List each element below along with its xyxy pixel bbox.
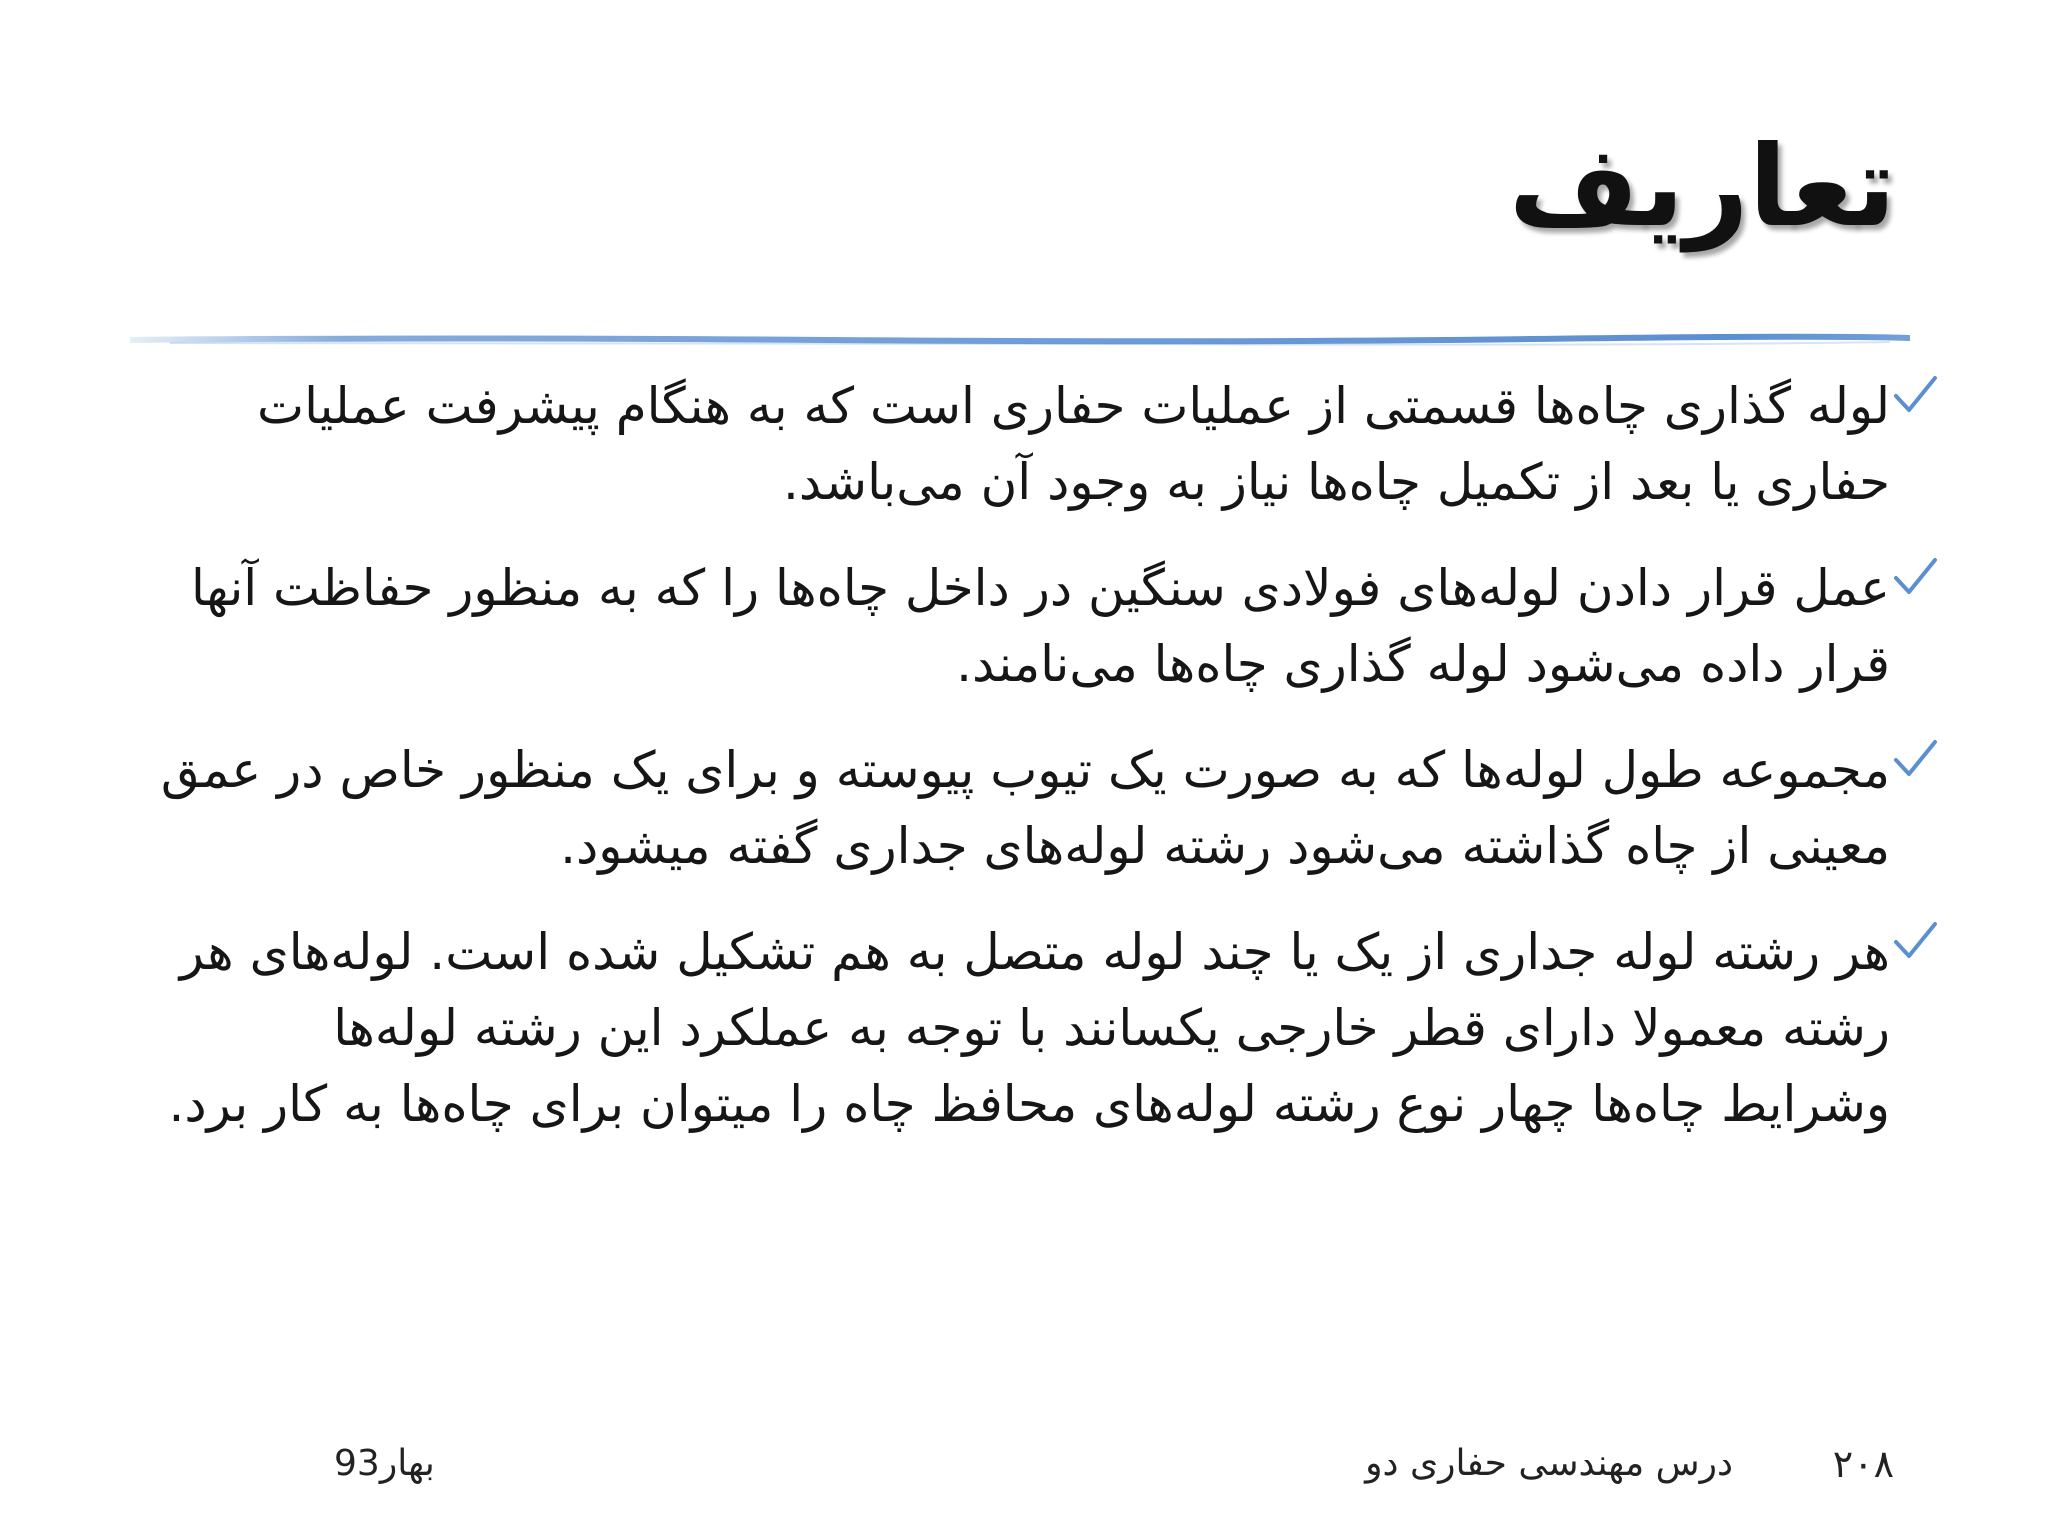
bullet-item (150, 732, 1938, 884)
checkmark-icon (1892, 918, 1938, 964)
slide-number: ۲۰۸ (1832, 1442, 1894, 1486)
bullet-text: هر رشته لوله جداری از یک یا چند لوله متصل به هم تشکیل شده است. لوله‌های هر رشته معمولا دارای قطر خارجی یکسانند با توجه به عملکرد این رشته لوله‌ها وشرایط چاه‌ها چهار نوع رشته لوله‌های محافظ چاه را میتوان برای چاه‌ها به کار برد. (168, 923, 1890, 1133)
bullet-text: مجموعه طول لوله‌ها که به صورت یک تیوب پیوسته و برای یک منظور خاص در عمق معینی از چاه گذاشته می‌شود رشته لوله‌های جداری گفته میشود. (160, 741, 1890, 875)
checkmark-icon (1892, 554, 1938, 600)
bullet-item (150, 368, 1938, 520)
title-divider-rule (130, 328, 1910, 352)
bullet-item (150, 914, 1938, 1142)
bullet-list (150, 368, 1938, 1172)
footer-term: بهار93 (334, 1443, 435, 1484)
checkmark-icon (1892, 736, 1938, 782)
bullet-text: عمل قرار دادن لوله‌های فولادی سنگین در داخل چاه‌ها را که به منظور حفاظت آنها قرار داده می‌شود لوله گذاری چاه‌ها می‌نامند. (191, 559, 1890, 693)
bullet-text: لوله گذاری چاه‌ها قسمتی از عملیات حفاری است که به هنگام پیشرفت عملیات حفاری یا بعد از تکمیل چاه‌ها نیاز به وجود آن می‌باشد. (257, 377, 1890, 511)
footer-course-name: درس مهندسی حفاری دو (1365, 1443, 1733, 1484)
checkmark-icon (1892, 372, 1938, 418)
bullet-item (150, 550, 1938, 702)
slide-title: تعاریف (1508, 122, 1896, 252)
